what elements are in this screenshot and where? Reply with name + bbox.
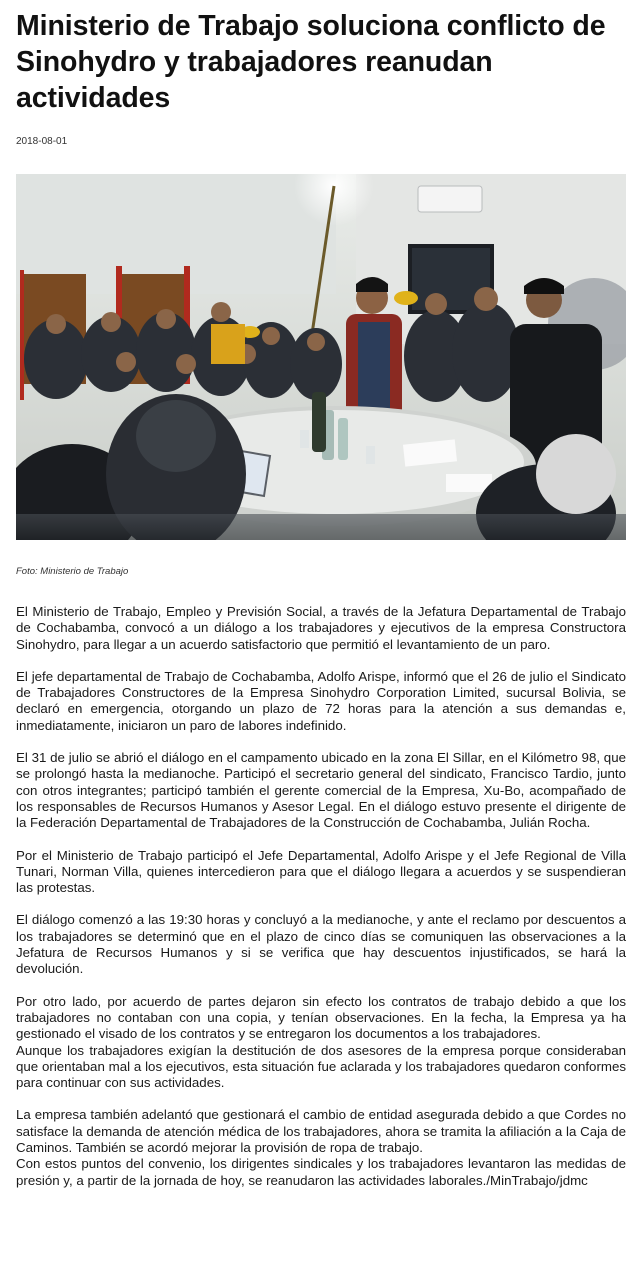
meeting-photo-illustration [16,174,626,540]
article-paragraph: Por otro lado, por acuerdo de partes dejaron sin efecto los contratos de trabajo debido a que los trabajadores no contaban con una copia, y tenían observaciones. En la fecha, la Empresa ya ha gestionado el visado de los contratos y se entregaron los documentos a los trabajadores. [16,993,626,1042]
article-date: 2018-08-01 [16,136,68,147]
article-photo [16,174,626,540]
article-paragraph: El diálogo comenzó a las 19:30 horas y concluyó a la medianoche, y ante el reclamo por descuentos a los trabajadores se determinó que en el plazo de cinco días se comuniquen las observaciones a la Jefatura de Recursos Humanos y si se verifica que hay descuentos injustificados, se hará la devolución. [16,912,626,977]
article-paragraph: Por el Ministerio de Trabajo participó el Jefe Departamental, Adolfo Arispe y el Jefe Regional de Villa Tunari, Norman Villa, quienes intercedieron para que el diálogo llegara a acuerdos y se suspendieran las protestas. [16,847,626,896]
article-paragraph: El Ministerio de Trabajo, Empleo y Previsión Social, a través de la Jefatura Departamental de Trabajo de Cochabamba, convocó a un diálogo a los trabajadores y ejecutivos de la empresa Constructora Sinohydro, para llegar a un acuerdo satisfactorio que permitió el levantamiento de un paro. [16,604,626,652]
article [16,0,626,1189]
article-paragraph: Aunque los trabajadores exigían la destitución de dos asesores de la empresa porque consideraban que orientaban mal a los ejecutivos, esta situación fue aclarada y los trabajadores quedaron conformes para continuar con sus actividades. [16,1042,626,1091]
article-paragraph: La empresa también adelantó que gestionará el cambio de entidad asegurada debido a que Cordes no satisface la demanda de atención médica de los trabajadores, ahora se tramita la afiliación a la Caja de Caminos. También se acordó mejorar la provisión de ropa de trabajo. [16,1107,626,1156]
article-body [16,604,626,1189]
article-paragraph: Con estos puntos del convenio, los dirigentes sindicales y los trabajadores levantaron las medidas de presión y, a partir de la jornada de hoy, se reanudaron las actividades laborales./MinTrabajo/jdmc [16,1156,626,1188]
photo-caption: Foto: Ministerio de Trabajo [16,566,129,577]
article-paragraph: El 31 de julio se abrió el diálogo en el campamento ubicado en la zona El Sillar, en el Kilómetro 98, que se prolongó hasta la medianoche. Participó el secretario general del sindicato, Francisco Tardio, junto con otros integrantes; participó también el gerente comercial de la Empresa, Xu-Bo, acompañado de los responsables de Recursos Humanos y Asesor Legal. En el diálogo estuvo presente el dirigente de la Federación Departamental de Trabajadores de la Construcción de Cochabamba, Julián Rocha. [16,750,626,831]
article-paragraph: El jefe departamental de Trabajo de Cochabamba, Adolfo Arispe, informó que el 26 de julio el Sindicato de Trabajadores Constructores de la Empresa Sinohydro Corporation Limited, sucursal Bolivia, se declaró en emergencia, otorgando un plazo de 72 horas para la atención a sus demandas e, inmediatamente, iniciaron un paro de labores indefinido. [16,668,626,733]
article-title: Ministerio de Trabajo soluciona conflicto de Sinohydro y trabajadores reanudan actividades [16,10,606,114]
